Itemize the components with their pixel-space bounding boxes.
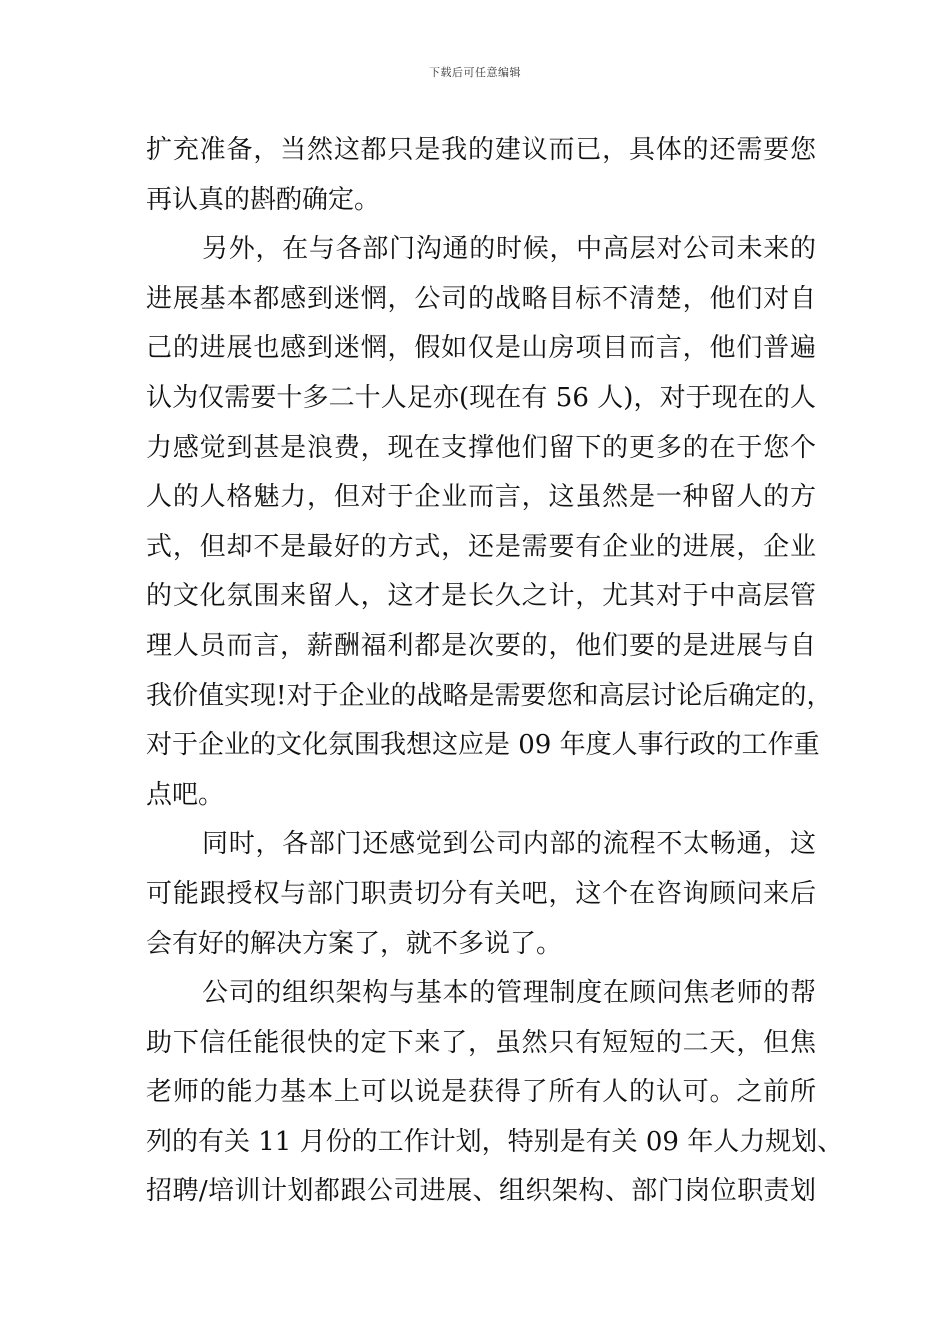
text-line: 式，但却不是最好的方式，还是需要有企业的进展，企业 [146,531,816,562]
text-line: 助下信任能很快的定下来了，虽然只有短短的二天，但焦 [146,1027,816,1058]
text-line: 理人员而言，薪酬福利都是次要的，他们要的是进展与自 [146,630,816,661]
text-line: 再认真的斟酌确定。 [146,184,381,215]
text-line: 的文化氛围来留人，这才是长久之计，尤其对于中高层管 [146,581,816,612]
text-line: 扩充准备，当然这都只是我的建议而已，具体的还需要您 [146,135,816,165]
document-body [146,126,844,1217]
text-line: 列的有关 11 月份的工作计划，特别是有关 09 年人力规划、 [146,1126,844,1157]
text-line: 另外，在与各部门沟通的时候，中高层对公司未来的 [202,234,816,265]
page-header-note: 下载后可任意编辑 [429,66,521,79]
text-line: 认为仅需要十多二十人足亦(现在有 56 人)，对于现在的人 [146,382,816,413]
text-line: 同时，各部门还感觉到公司内部的流程不太畅通，这 [202,829,816,860]
text-line: 点吧。 [146,779,225,810]
paragraph [146,225,833,820]
paragraph [146,820,816,969]
text-line: 人的人格魅力，但对于企业而言，这虽然是一种留人的方 [146,482,816,513]
text-line: 对于企业的文化氛围我想这应是 09 年度人事行政的工作重 [146,730,820,761]
text-line: 力感觉到甚是浪费，现在支撑他们留下的更多的在于您个 [146,432,816,463]
paragraph [146,126,816,225]
text-line: 可能跟授权与部门职责切分有关吧，这个在咨询顾问来后 [146,878,816,909]
paragraph [146,969,844,1217]
text-line: 老师的能力基本上可以说是获得了所有人的认可。之前所 [146,1077,816,1108]
text-line: 进展基本都感到迷惘，公司的战略目标不清楚，他们对自 [146,283,816,314]
text-line: 己的进展也感到迷惘，假如仅是山房项目而言，他们普遍 [146,333,816,364]
text-line: 我价值实现!对于企业的战略是需要您和高层讨论后确定的， [146,680,833,711]
text-line: 公司的组织架构与基本的管理制度在顾问焦老师的帮 [202,978,816,1009]
text-line: 会有好的解决方案了，就不多说了。 [146,928,563,959]
text-line: 招聘/培训计划都跟公司进展、组织架构、部门岗位职责划 [146,1176,816,1207]
